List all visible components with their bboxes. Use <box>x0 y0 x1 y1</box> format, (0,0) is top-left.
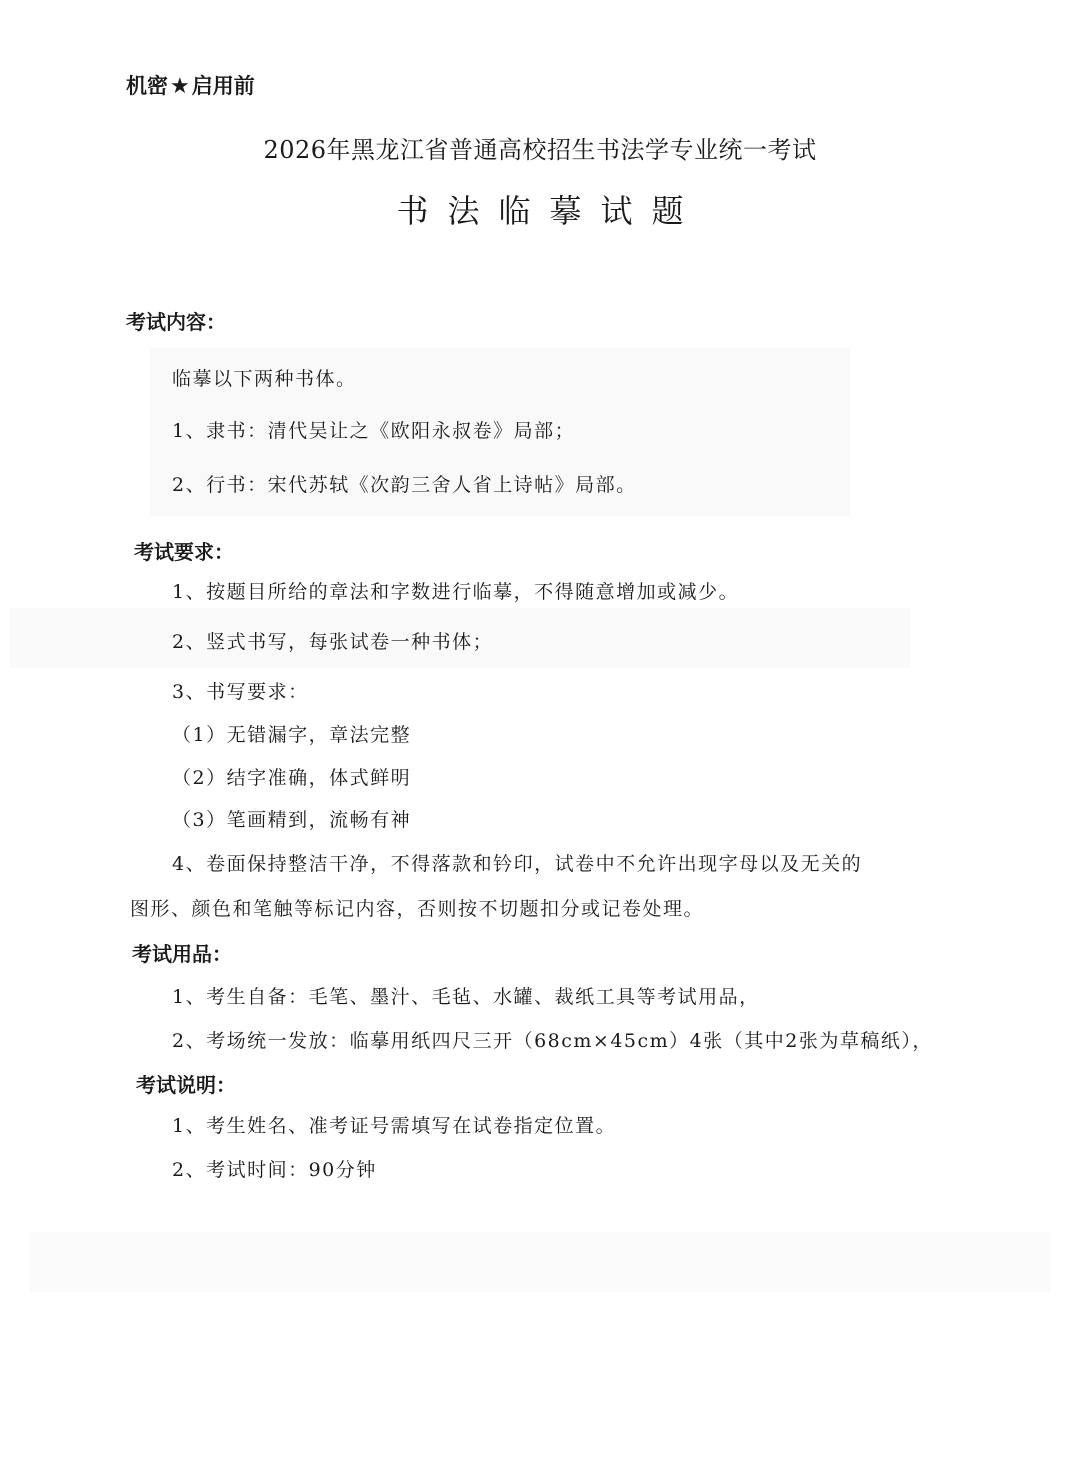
supply-line: 1、考生自备：毛笔、墨汁、毛毡、水罐、裁纸工具等考试用品， <box>172 986 760 1008</box>
scan-shading <box>30 1232 1050 1292</box>
requirement-line: 3、书写要求： <box>172 681 309 703</box>
note-line: 2、考试时间：90分钟 <box>172 1159 377 1181</box>
supply-line: 2、考场统一发放：临摹用纸四尺三开（68cm×45cm）4张（其中2张为草稿纸）， <box>172 1030 933 1052</box>
requirement-line: 1、按题目所给的章法和字数进行临摹，不得随意增加或减少。 <box>172 581 740 603</box>
section-heading-notes: 考试说明： <box>136 1073 236 1097</box>
section-heading-content: 考试内容： <box>126 310 226 334</box>
paper-title: 书法临摹试题 <box>396 192 703 230</box>
before-use-label: 启用前 <box>191 74 255 98</box>
content-line: 1、隶书：清代吴让之《欧阳永叔卷》局部； <box>172 420 576 442</box>
star-icon: ★ <box>170 74 190 99</box>
confidential-mark <box>126 70 255 100</box>
requirement-line: （2）结字准确，体式鲜明 <box>172 767 412 789</box>
requirement-line: （3）笔画精到，流畅有神 <box>172 809 412 831</box>
section-heading-requirements: 考试要求： <box>134 540 234 564</box>
content-line: 临摹以下两种书体。 <box>172 368 357 390</box>
requirement-line: 2、竖式书写，每张试卷一种书体； <box>172 631 494 653</box>
requirement-line: 图形、颜色和笔触等标记内容，否则按不切题扣分或记卷处理。 <box>130 898 705 920</box>
content-line: 2、行书：宋代苏轼《次韵三舍人省上诗帖》局部。 <box>172 474 637 496</box>
exam-title: 2026年黑龙江省普通高校招生书法学专业统一考试 <box>263 136 817 164</box>
section-heading-supplies: 考试用品： <box>132 942 232 966</box>
requirement-line: （1）无错漏字，章法完整 <box>172 724 412 746</box>
note-line: 1、考生姓名、准考证号需填写在试卷指定位置。 <box>172 1115 617 1137</box>
confidential-label: 机密 <box>126 74 168 98</box>
requirement-line: 4、卷面保持整洁干净，不得落款和钤印，试卷中不允许出现字母以及无关的 <box>172 853 863 875</box>
